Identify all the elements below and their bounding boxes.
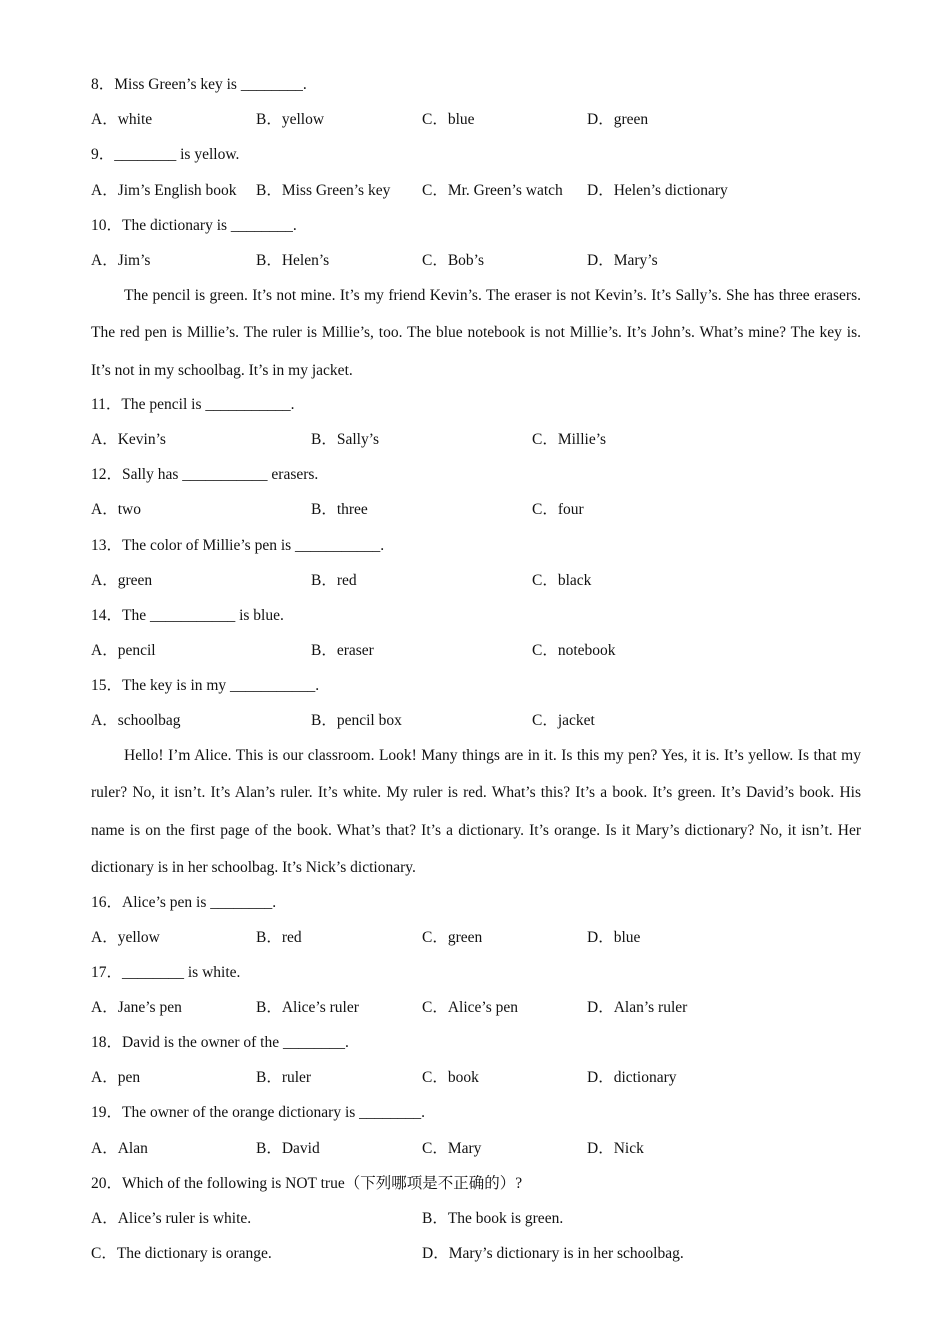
option-a: A．Alan: [91, 1140, 148, 1157]
question-14-stem: 14．The ___________ is blue.: [91, 607, 284, 624]
option-b: B．Miss Green’s key: [256, 182, 391, 199]
option-a: A．green: [91, 572, 153, 589]
option-a: A．Alice’s ruler is white.: [91, 1210, 252, 1227]
option-c: C．notebook: [532, 642, 616, 659]
option-a: A．Jim’s: [91, 252, 151, 269]
option-c: C．Mr. Green’s watch: [422, 182, 563, 199]
option-b: B．Alice’s ruler: [256, 999, 359, 1016]
option-d: D．Mary’s: [587, 252, 658, 269]
option-b: B．The book is green.: [422, 1210, 564, 1227]
option-b: B．three: [311, 501, 368, 518]
option-b: B．David: [256, 1140, 320, 1157]
question-13-stem: 13．The color of Millie’s pen is ___________.: [91, 537, 385, 554]
question-10-stem: 10．The dictionary is ________.: [91, 217, 297, 234]
question-11-stem: 11．The pencil is ___________.: [91, 396, 295, 413]
option-b: B．Helen’s: [256, 252, 330, 269]
question-16-stem: 16．Alice’s pen is ________.: [91, 894, 277, 911]
option-c: C．Bob’s: [422, 252, 485, 269]
option-b: B．Sally’s: [311, 431, 380, 448]
question-11-options: [91, 430, 871, 450]
question-8-stem: 8．Miss Green’s key is ________.: [91, 76, 307, 93]
option-c: C．blue: [422, 111, 475, 128]
question-9-stem: 9．________ is yellow.: [91, 146, 240, 163]
option-a: A．pen: [91, 1069, 141, 1086]
question-12-options: [91, 500, 871, 520]
option-c: C．book: [422, 1069, 479, 1086]
question-14-options: [91, 641, 871, 661]
option-d: D．Mary’s dictionary is in her schoolbag.: [422, 1245, 684, 1262]
option-c: C．The dictionary is orange.: [91, 1245, 272, 1262]
question-13-options: [91, 571, 871, 591]
option-b: B．eraser: [311, 642, 374, 659]
option-d: D．Alan’s ruler: [587, 999, 688, 1016]
question-20-options-row-1: [91, 1209, 871, 1229]
question-8-options: [91, 110, 871, 130]
option-a: A．Jim’s English book: [91, 182, 237, 199]
option-d: D．dictionary: [587, 1069, 677, 1086]
option-c: C．jacket: [532, 712, 595, 729]
option-d: D．blue: [587, 929, 641, 946]
option-c: C．black: [532, 572, 592, 589]
question-20-stem: 20．Which of the following is NOT true（下列哪项是不正确的）?: [91, 1175, 523, 1192]
option-c: C．Mary: [422, 1140, 482, 1157]
question-16-options: [91, 928, 871, 948]
option-a: A．pencil: [91, 642, 156, 659]
question-18-stem: 18．David is the owner of the ________.: [91, 1034, 349, 1051]
option-a: A．white: [91, 111, 153, 128]
question-15-options: [91, 711, 871, 731]
question-19-stem: 19．The owner of the orange dictionary is ________.: [91, 1104, 426, 1121]
option-a: A．schoolbag: [91, 712, 181, 729]
option-a: A．Kevin’s: [91, 431, 166, 448]
question-12-stem: 12．Sally has ___________ erasers.: [91, 466, 319, 483]
option-b: B．ruler: [256, 1069, 312, 1086]
question-17-options: [91, 998, 871, 1018]
option-b: B．red: [256, 929, 302, 946]
option-d: D．Nick: [587, 1140, 644, 1157]
question-18-options: [91, 1068, 871, 1088]
option-b: B．yellow: [256, 111, 325, 128]
question-20-options-row-2: [91, 1244, 871, 1264]
question-15-stem: 15．The key is in my ___________.: [91, 677, 320, 694]
option-c: C．green: [422, 929, 483, 946]
question-17-stem: 17．________ is white.: [91, 964, 241, 981]
option-c: C．Millie’s: [532, 431, 607, 448]
option-c: C．Alice’s pen: [422, 999, 518, 1016]
option-b: B．pencil box: [311, 712, 402, 729]
option-a: A．yellow: [91, 929, 160, 946]
question-10-options: [91, 251, 871, 271]
option-a: A．two: [91, 501, 141, 518]
option-d: D．green: [587, 111, 649, 128]
option-d: D．Helen’s dictionary: [587, 182, 728, 199]
question-9-options: [91, 181, 871, 201]
option-b: B．red: [311, 572, 357, 589]
question-19-options: [91, 1139, 871, 1159]
reading-passage-2: The pencil is green. It’s not mine. It’s my friend Kevin’s. The eraser is not Kevin’s. It’s Sally’s. She has three erasers. The red pen is Millie’s. The ruler is Millie’s, too. The blue notebook is not Millie’s. It’s John’s. What’s mine? The key is. It’s not in my schoolbag. It’s in my jacket.: [91, 287, 861, 379]
reading-passage-3: Hello! I’m Alice. This is our classroom. Look! Many things are in it. Is this my pen? Yes, it is. It’s yellow. Is that my ruler? No, it isn’t. It’s Alan’s ruler. It’s white. My ruler is red. What’s this? It’s a book. It’s green. It’s David’s book. His name is on the first page of the book. What’s that? It’s a dictionary. It’s orange. Is it Mary’s dictionary? No, it isn’t. Her dictionary is in her schoolbag. It’s Nick’s dictionary.: [91, 747, 861, 876]
option-c: C．four: [532, 501, 584, 518]
option-a: A．Jane’s pen: [91, 999, 182, 1016]
